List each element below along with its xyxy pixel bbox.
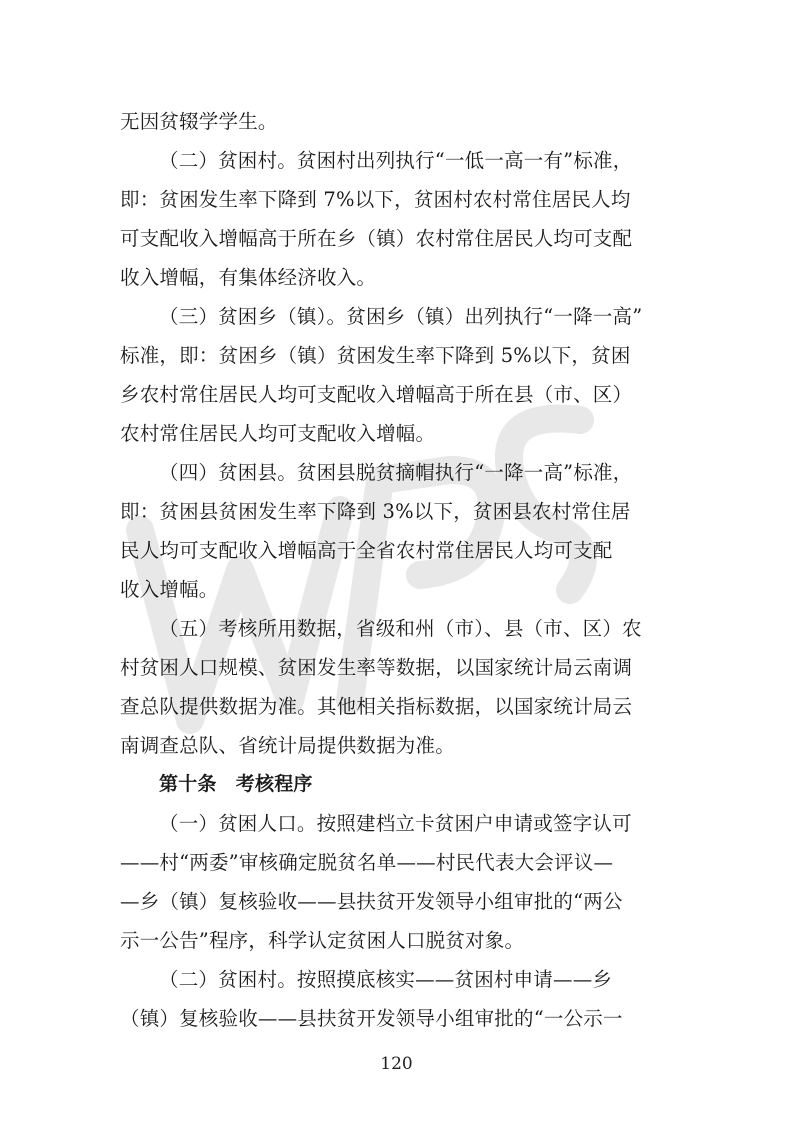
text-line: 南调查总队、省统计局提供数据为准。	[120, 734, 455, 757]
text-line: 乡农村常住居民人均可支配收入增幅高于所在县（市、区）	[120, 383, 633, 406]
text-line: 示一公告”程序，科学认定贫困人口脱贫对象。	[120, 929, 525, 952]
text-line: ——村“两委”审核确定脱贫名单——村民代表大会评议—	[120, 851, 614, 874]
section-heading: 第十条 考核程序	[159, 773, 313, 795]
page-number: 120	[380, 1054, 413, 1074]
text-line: 村贫困人口规模、贫困发生率等数据，以国家统计局云南调	[120, 656, 633, 679]
text-line: 标准，即：贫困乡（镇）贫困发生率下降到 5%以下，贫困	[120, 344, 631, 367]
text-line: （二）贫困村。按照摸底核实——贫困村申请——乡	[159, 968, 613, 991]
document-body	[120, 102, 676, 1038]
text-line: （一）贫困人口。按照建档立卡贫困户申请或签字认可	[159, 812, 632, 835]
text-line: 农村常住居民人均可支配收入增幅。	[120, 422, 436, 445]
text-line: （镇）复核验收——县扶贫开发领导小组审批的“一公示一	[120, 1007, 623, 1030]
text-line: 收入增幅，有集体经济收入。	[120, 266, 377, 289]
text-line: （五）考核所用数据，省级和州（市）、县（市、区）农	[159, 617, 642, 640]
text-line: 可支配收入增幅高于所在乡（镇）农村常住居民人均可支配	[120, 227, 633, 250]
text-line: （二）贫困村。贫困村出列执行“一低一高一有”标准，	[159, 149, 633, 172]
text-line: （四）贫困县。贫困县脱贫摘帽执行“一降一高”标准，	[159, 461, 633, 484]
text-line: 收入增幅。	[120, 578, 219, 601]
text-line: 即：贫困发生率下降到 7%以下，贫困村农村常住居民人均	[120, 188, 631, 211]
text-line: （三）贫困乡（镇）。贫困乡（镇）出列执行“一降一高”	[159, 305, 643, 328]
text-line: 无因贫辍学学生。	[120, 110, 278, 133]
text-line: 民人均可支配收入增幅高于全省农村常住居民人均可支配	[120, 539, 613, 562]
text-line: 查总队提供数据为准。其他相关指标数据，以国家统计局云	[120, 695, 633, 718]
text-line: 即：贫困县贫困发生率下降到 3%以下，贫困县农村常住居	[120, 500, 631, 523]
text-line: —乡（镇）复核验收——县扶贫开发领导小组审批的“两公	[120, 890, 623, 913]
